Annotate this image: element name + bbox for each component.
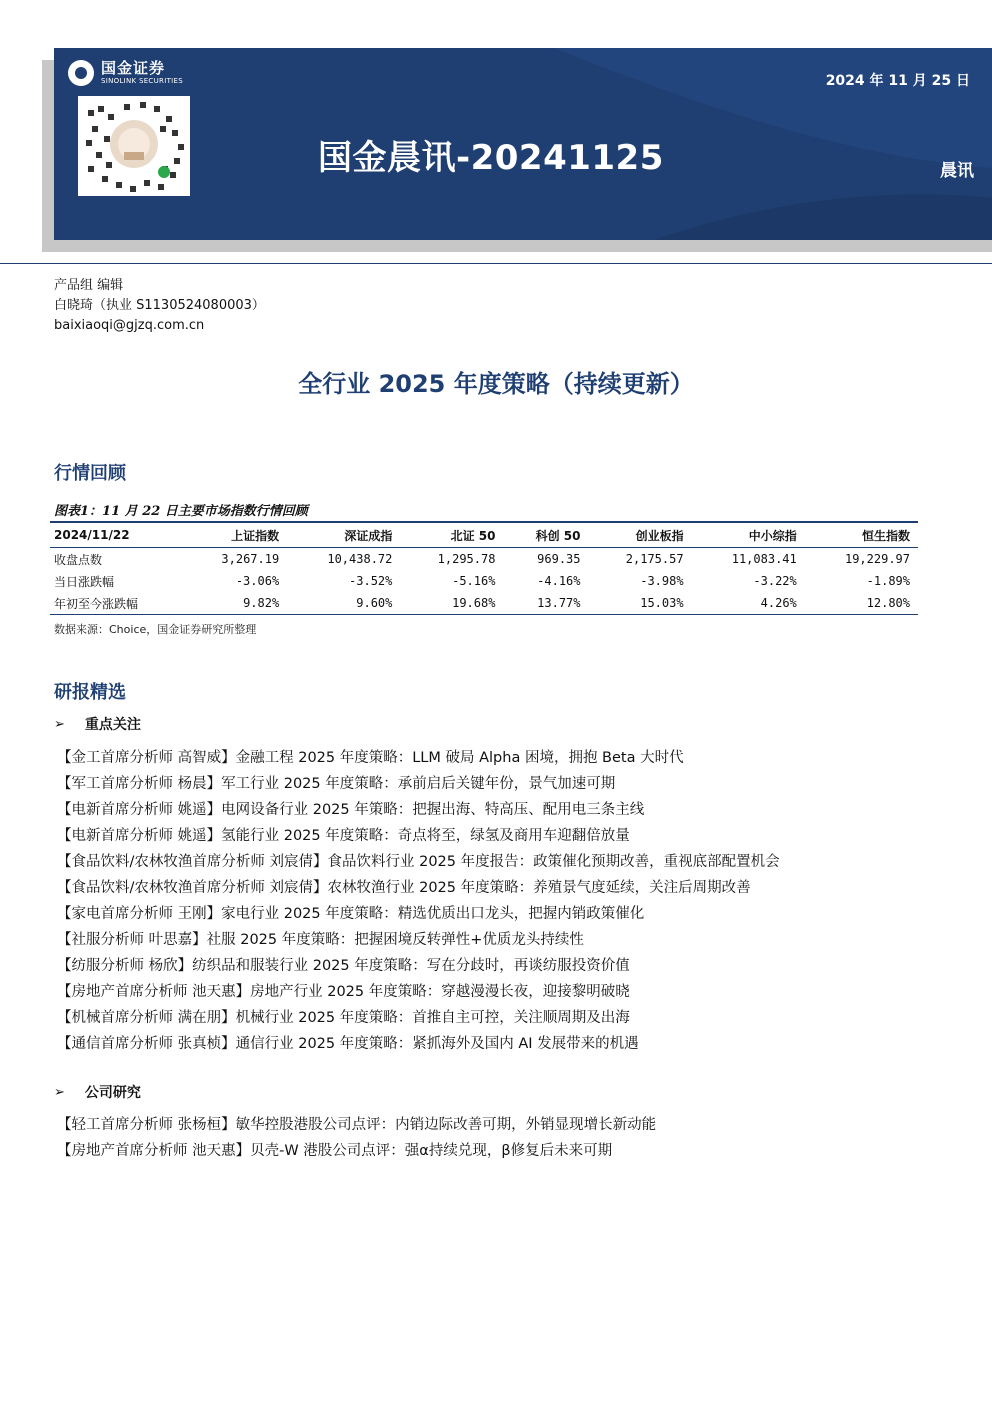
table-cell: -1.89% — [866, 574, 910, 588]
column-header: 中小综指 — [748, 528, 797, 543]
column-header: 创业板指 — [635, 528, 684, 543]
table-cell: 13.77% — [537, 596, 581, 610]
table-cell: 12.80% — [866, 596, 910, 610]
report-link[interactable]: 【房地产首席分析师 池天惠】贝壳-W 港股公司点评：强α持续兑现，β修复后未来可期 — [57, 1143, 613, 1159]
table-row — [50, 570, 918, 592]
editor-group: 产品组 编辑 — [54, 278, 124, 293]
editor-info — [54, 276, 265, 336]
qr-code-icon — [78, 96, 190, 196]
company-report-list — [57, 1112, 656, 1164]
table-header-row — [50, 522, 918, 548]
report-link[interactable]: 【家电首席分析师 王刚】家电行业 2025 年度策略：精选优质出口龙头，把握内销政策催化 — [57, 906, 645, 922]
table-cell: 969.35 — [537, 552, 581, 566]
report-link[interactable]: 【电新首席分析师 姚遥】电网设备行业 2025 年策略：把握出海、特高压、配用电三条主线 — [57, 802, 645, 818]
subsection-company — [54, 1082, 141, 1102]
report-link[interactable]: 【军工首席分析师 杨晨】军工行业 2025 年度策略：承前启后关键年份，景气加速可期 — [57, 776, 616, 792]
report-link[interactable]: 【电新首席分析师 姚遥】氢能行业 2025 年度策略：奇点将至，绿氢及商用车迎翻倍放量 — [57, 828, 630, 844]
table-cell: 11,083.41 — [731, 552, 797, 566]
table-cell: -3.98% — [640, 574, 684, 588]
section-research: 研报精选 — [54, 682, 126, 703]
table-cell: 19,229.97 — [844, 552, 910, 566]
table-row — [50, 548, 918, 571]
report-link[interactable]: 【食品饮料/农林牧渔首席分析师 刘宸倩】农林牧渔行业 2025 年度策略：养殖景气度延续，关注后周期改善 — [57, 880, 751, 896]
report-link[interactable]: 【通信首席分析师 张真桢】通信行业 2025 年度策略：紧抓海外及国内 AI 发展带来的机遇 — [57, 1036, 639, 1052]
column-header: 恒生指数 — [861, 528, 910, 543]
row-label: 年初至今涨跌幅 — [54, 596, 139, 611]
column-header: 北证 50 — [450, 528, 496, 543]
data-source: 数据来源：Choice，国金证券研究所整理 — [54, 623, 257, 636]
report-link[interactable]: 【食品饮料/农林牧渔首席分析师 刘宸倩】食品饮料行业 2025 年度报告：政策催化预期改善，重视底部配置机会 — [57, 854, 780, 870]
report-type: 晨讯 — [940, 161, 974, 181]
column-header: 上证指数 — [231, 528, 280, 543]
report-link[interactable]: 【社服分析师 叶思嘉】社服 2025 年度策略：把握困境反转弹性+优质龙头持续性 — [57, 932, 584, 948]
subsection-company-title: 公司研究 — [84, 1085, 141, 1101]
subsection-focus-title: 重点关注 — [84, 717, 141, 733]
subsection-focus — [54, 714, 141, 734]
report-title: 国金晨讯-20241125 — [318, 138, 664, 178]
header-rule — [0, 263, 992, 264]
table-cell: 2,175.57 — [625, 552, 684, 566]
report-link[interactable]: 【纺服分析师 杨欣】纺织品和服装行业 2025 年度策略：写在分歧时，再谈纺服投资价值 — [57, 958, 630, 974]
editor-email: baixiaoqi@gjzq.com.cn — [54, 318, 205, 333]
main-title: 全行业 2025 年度策略（持续更新） — [298, 370, 694, 398]
report-link[interactable]: 【机械首席分析师 满在朋】机械行业 2025 年度策略：首推自主可控，关注顺周期及出海 — [57, 1010, 630, 1026]
arrow-right-icon: ➢ — [54, 716, 65, 732]
row-label: 收盘点数 — [54, 552, 103, 567]
company-logo — [68, 60, 183, 86]
sinolink-logo-icon — [68, 60, 94, 86]
table-cell: 9.82% — [243, 596, 280, 610]
table-row — [50, 592, 918, 615]
column-header: 2024/11/22 — [54, 528, 130, 542]
arrow-right-icon: ➢ — [54, 1084, 65, 1100]
table-cell: 1,295.78 — [437, 552, 496, 566]
column-header: 科创 50 — [535, 528, 581, 543]
table-cell: -3.06% — [235, 574, 280, 588]
logo-name-en: SINOLINK SECURITIES — [101, 77, 183, 85]
table-cell: 9.60% — [356, 596, 393, 610]
table-cell: 4.26% — [760, 596, 797, 610]
focus-report-list — [57, 745, 780, 1057]
table-cell: -5.16% — [452, 574, 496, 588]
report-link[interactable]: 【金工首席分析师 高智威】金融工程 2025 年度策略：LLM 破局 Alpha 困境，拥抱 Beta 大时代 — [57, 750, 684, 766]
report-link[interactable]: 【房地产首席分析师 池天惠】房地产行业 2025 年度策略：穿越漫漫长夜，迎接黎明破晓 — [57, 984, 630, 1000]
figure-caption: 图表1：11 月 22 日主要市场指数行情回顾 — [54, 504, 308, 519]
table-cell: 3,267.19 — [221, 552, 280, 566]
column-header: 深证成指 — [344, 528, 393, 543]
table-cell: -3.52% — [349, 574, 393, 588]
row-label: 当日涨跌幅 — [54, 574, 115, 589]
section-market-review: 行情回顾 — [54, 463, 126, 484]
table-cell: 10,438.72 — [327, 552, 393, 566]
qr-code — [78, 96, 190, 196]
table-cell: -3.22% — [753, 574, 797, 588]
logo-name-cn: 国金证券 — [101, 59, 166, 77]
report-link[interactable]: 【轻工首席分析师 张杨桓】敏华控股港股公司点评：内销边际改善可期，外销显现增长新动能 — [57, 1117, 657, 1133]
market-index-table — [50, 521, 918, 615]
table-cell: 19.68% — [452, 596, 496, 610]
report-date: 2024 年 11 月 25 日 — [825, 73, 970, 89]
editor-name: 白晓琦（执业 S1130524080003） — [54, 298, 265, 313]
table-cell: 15.03% — [640, 596, 684, 610]
table-cell: -4.16% — [537, 574, 581, 588]
